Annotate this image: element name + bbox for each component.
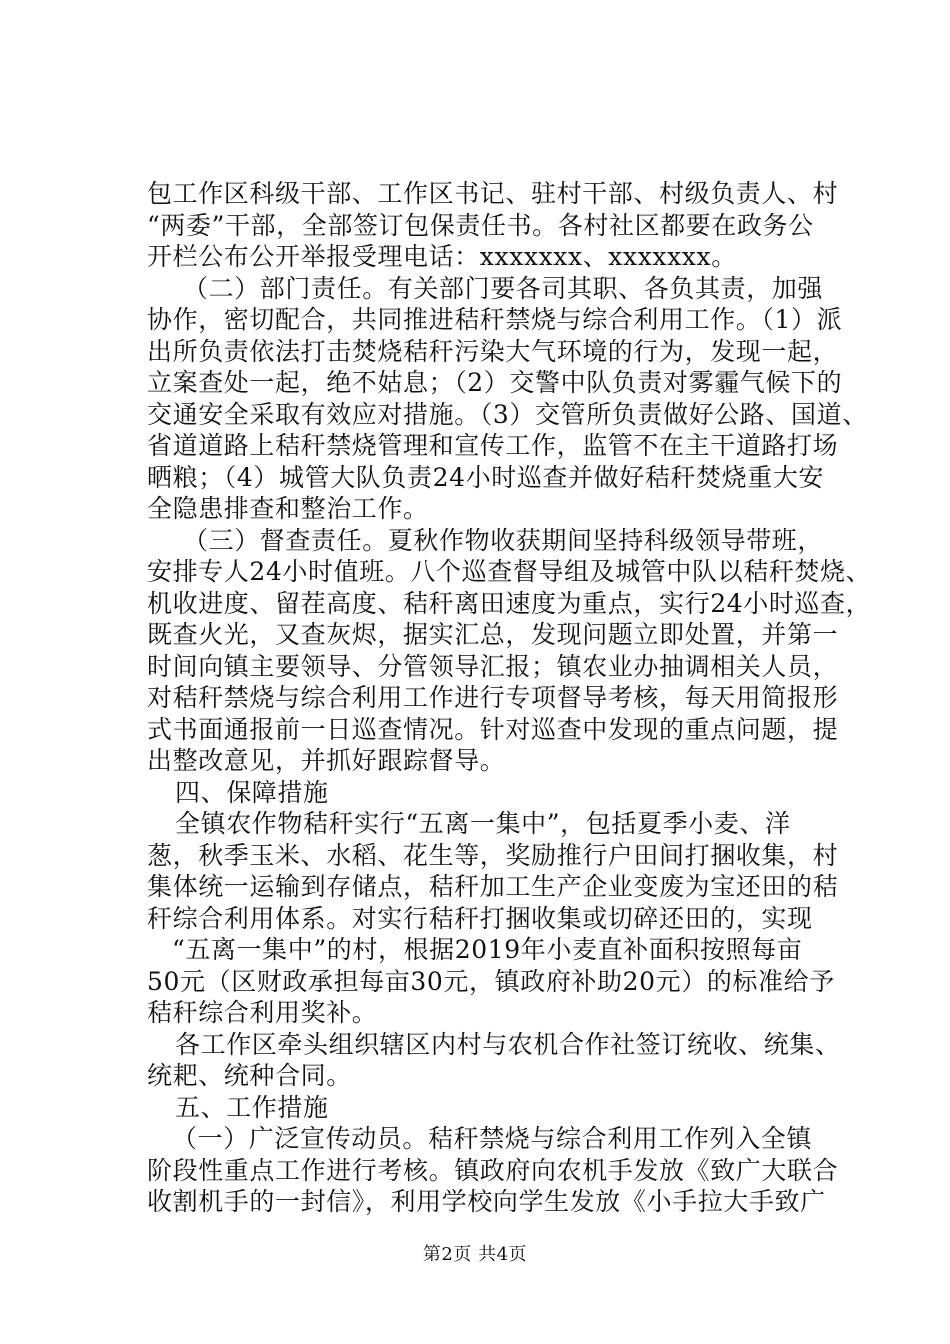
text-line: 统耙、统种合同。 (147, 1061, 352, 1090)
text-line: 包工作区科级干部、工作区书记、驻村干部、村级负责人、村 (147, 179, 839, 208)
text-line: 出整改意见，并抓好跟踪督导。 (147, 746, 506, 775)
text-line: 收割机手的一封信》，利用学校向学生发放《小手拉大手致广 (147, 1187, 826, 1216)
text-line: 出所负责依法打击焚烧秸秆污染大气环境的行为，发现一起， (147, 336, 839, 366)
text-line: （一）广泛宣传动员。秸秆禁烧与综合利用工作列入全镇 (172, 1124, 813, 1153)
text-line: 时间向镇主要领导、分管领导汇报；镇农业办抽调相关人员， (147, 651, 839, 681)
text-line: 晒粮；（4）城管大队负责24小时巡查并做好秸秆焚烧重大安 (147, 462, 825, 492)
text-line: 集体统一运输到存储点，秸秆加工生产企业变废为宝还田的秸 (147, 872, 839, 901)
text-line: 葱，秋季玉米、水稻、花生等，奖励推行户田间打捆收集，村 (147, 840, 839, 870)
text-line: 各工作区牵头组织辖区内村与农机合作社签订统收、统集、 (175, 1029, 841, 1059)
text-line: 五、工作措施 (175, 1092, 329, 1122)
text-line: 省道道路上秸秆禁烧管理和宣传工作，监管不在主干道路打场 (147, 431, 839, 460)
text-line: 式书面通报前一日巡查情况。针对巡查中发现的重点问题，提 (147, 714, 839, 744)
text-line: 开栏公布公开举报受理电话：xxxxxxx、xxxxxxx。 (147, 242, 737, 271)
text-line: 机收进度、留茬高度、秸秆离田速度为重点，实行24小时巡查， (147, 588, 872, 618)
text-line: “两委”干部，全部签订包保责任书。各村社区都要在政务公 (147, 210, 814, 240)
text-line: （三）督查责任。夏秋作物收获期间坚持科级领导带班， (183, 525, 824, 555)
text-line: 安排专人24小时值班。八个巡查督导组及城管中队以秸秆焚烧、 (147, 557, 872, 586)
text-line: （二）部门责任。有关部门要各司其职、各负其责，加强 (183, 273, 824, 303)
page-footer: 第2页 共4页 (422, 1244, 528, 1265)
text-line: 对秸秆禁烧与综合利用工作进行专项督导考核，每天用简报形 (147, 683, 839, 712)
text-line: 既查火光，又查灰烬，据实汇总，发现问题立即处置，并第一 (147, 620, 839, 649)
text-line: 全隐患排查和整治工作。 (147, 494, 429, 523)
text-line: 交通安全采取有效应对措施。（3）交管所负责做好公路、国道、 (147, 399, 868, 429)
text-line: 四、保障措施 (175, 777, 329, 807)
document-body (147, 178, 872, 1218)
text-line: 秆综合利用体系。对实行秸秆打捆收集或切碎还田的，实现 (147, 903, 813, 933)
text-line: 立案查处一起，绝不姑息；（2）交警中队负责对雾霾气候下的 (147, 368, 843, 397)
text-line: 50元（区财政承担每亩30元，镇政府补助20元）的标准给予 (147, 966, 835, 996)
text-line: 阶段性重点工作进行考核。镇政府向农机手发放《致广大联合 (147, 1155, 839, 1185)
text-line: 秸秆综合利用奖补。 (147, 998, 378, 1027)
text-line: 全镇农作物秸秆实行“五离一集中”，包括夏季小麦、洋 (175, 809, 791, 838)
text-line: 协作，密切配合，共同推进秸秆禁烧与综合利用工作。（1）派 (147, 305, 843, 334)
text-line: “五离一集中”的村，根据2019年小麦直补面积按照每亩 (172, 935, 803, 964)
